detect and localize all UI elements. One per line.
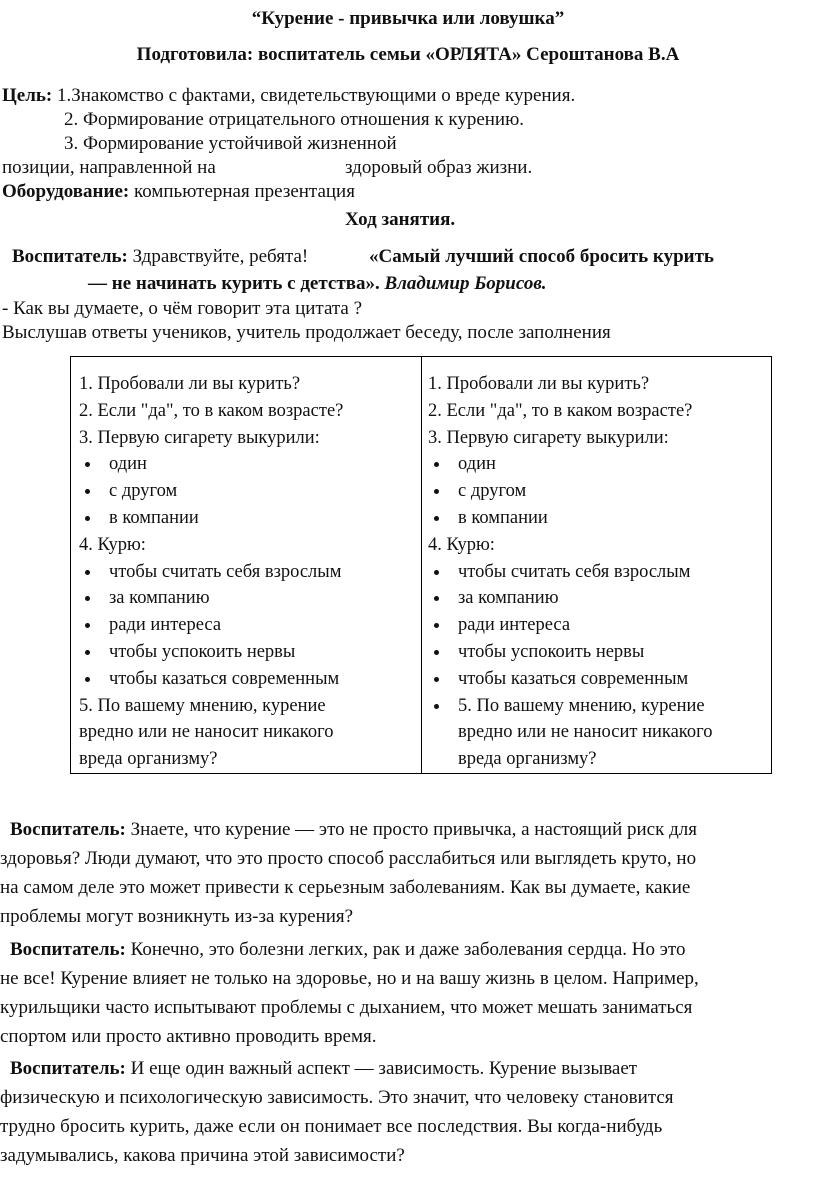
transition-line: Выслушав ответы учеников, учитель продолжает беседу, после заполнения bbox=[2, 322, 611, 343]
dialogue-line: физическую и психологическую зависимость. Это значит, что человеку становится bbox=[0, 1087, 674, 1108]
question-5-line-2: вредно или не наносит никакого bbox=[458, 722, 713, 743]
goal-label: Цель: bbox=[2, 85, 53, 106]
dialogue-line: Конечно, это болезни легких, рак и даже заболевания сердца. Но это bbox=[125, 939, 686, 960]
question-2: 2. Если "да", то в каком возрасте? bbox=[428, 400, 693, 421]
dialogue-paragraph-3 bbox=[0, 1054, 812, 1170]
document-title: “Курение - привычка или ловушка” bbox=[251, 8, 565, 29]
dialogue-line: трудно бросить курить, даже если он понимает все последствия. Вы когда-нибудь bbox=[0, 1116, 663, 1137]
intro-speaker: Воспитатель: bbox=[12, 246, 128, 267]
intro-line-1 bbox=[12, 245, 308, 269]
author-line: Подготовила: воспитатель семьи «ОРЛЯТА» Сероштанова В.А bbox=[136, 44, 680, 65]
lesson-heading: Ход занятия. bbox=[345, 209, 456, 230]
survey-column-left bbox=[71, 357, 421, 773]
dialogue-line: спортом или просто активно проводить время. bbox=[0, 1026, 377, 1047]
question-4: 4. Курю: bbox=[79, 534, 146, 555]
question-5-line-2: вредно или не наносит никакого bbox=[79, 722, 334, 743]
quote-part-1: «Самый лучший способ бросить курить bbox=[369, 246, 714, 267]
option-in-company: в компании bbox=[428, 505, 771, 532]
goal-item-3-cont-a: позиции, направленной на bbox=[2, 157, 216, 178]
goal-line-1 bbox=[2, 84, 575, 108]
option-with-friend: с другом bbox=[428, 478, 771, 505]
option-for-company: за компанию bbox=[79, 585, 421, 612]
option-feel-adult: чтобы считать себя взрослым bbox=[79, 559, 421, 586]
option-interest: ради интереса bbox=[428, 612, 771, 639]
dialogue-line: проблемы могут возникнуть из-за курения? bbox=[0, 906, 354, 927]
dialogue-line: не все! Курение влияет не только на здоровье, но и на вашу жизнь в целом. Например, bbox=[0, 968, 699, 989]
goal-item-3-cont-b: здоровый образ жизни. bbox=[345, 157, 533, 178]
goal-item-2: 2. Формирование отрицательного отношения к курению. bbox=[64, 109, 525, 130]
option-calm-nerves: чтобы успокоить нервы bbox=[79, 639, 421, 666]
dialogue-speaker: Воспитатель: bbox=[10, 1058, 126, 1079]
dialogue-paragraph-1 bbox=[0, 815, 812, 931]
dialogue-paragraph-2 bbox=[0, 935, 812, 1051]
question-5-line-3: вреда организму? bbox=[79, 749, 218, 770]
question-5-line-1: 5. По вашему мнению, курение bbox=[428, 693, 771, 720]
dialogue-speaker: Воспитатель: bbox=[10, 939, 126, 960]
quote-author: Владимир Борисов. bbox=[384, 273, 547, 294]
quote-part-2: — не начинать курить с детства». bbox=[88, 273, 380, 294]
option-alone: один bbox=[428, 451, 771, 478]
option-look-modern: чтобы казаться современным bbox=[428, 666, 771, 693]
equipment-value: компьютерная презентация bbox=[129, 181, 355, 202]
option-feel-adult: чтобы считать себя взрослым bbox=[428, 559, 771, 586]
question-5-line-3: вреда организму? bbox=[458, 749, 597, 770]
dialogue-line: Знаете, что курение — это не просто привычка, а настоящий риск для bbox=[125, 819, 697, 840]
equipment-label: Оборудование: bbox=[2, 181, 130, 202]
quote-line-2 bbox=[88, 272, 547, 296]
option-for-company: за компанию bbox=[428, 585, 771, 612]
goal-item-1: 1.Знакомство с фактами, свидетельствующими о вреде курения. bbox=[52, 85, 576, 106]
question-line: - Как вы думаете, о чём говорит эта цитата ? bbox=[2, 298, 363, 319]
goal-item-3: 3. Формирование устойчивой жизненной bbox=[64, 133, 397, 154]
dialogue-line: И еще один важный аспект — зависимость. Курение вызывает bbox=[125, 1058, 638, 1079]
option-with-friend: с другом bbox=[79, 478, 421, 505]
question-1: 1. Пробовали ли вы курить? bbox=[79, 374, 301, 394]
dialogue-line: на самом деле это может привести к серьезным заболеваниям. Как вы думаете, какие bbox=[0, 877, 691, 898]
option-interest: ради интереса bbox=[79, 612, 421, 639]
option-calm-nerves: чтобы успокоить нервы bbox=[428, 639, 771, 666]
dialogue-speaker: Воспитатель: bbox=[10, 819, 126, 840]
question-4: 4. Курю: bbox=[428, 534, 495, 555]
option-look-modern: чтобы казаться современным bbox=[79, 666, 421, 693]
option-in-company: в компании bbox=[79, 505, 421, 532]
dialogue-line: курильщики часто испытывают проблемы с дыханием, что может мешать заниматься bbox=[0, 997, 693, 1018]
option-alone: один bbox=[79, 451, 421, 478]
survey-table bbox=[70, 356, 772, 774]
survey-column-right bbox=[421, 357, 771, 773]
question-1: 1. Пробовали ли вы курить? bbox=[428, 374, 650, 394]
dialogue-line: задумывались, какова причина этой зависимости? bbox=[0, 1145, 405, 1166]
question-3: 3. Первую сигарету выкурили: bbox=[79, 427, 320, 448]
intro-greeting: Здравствуйте, ребята! bbox=[127, 246, 309, 267]
question-3: 3. Первую сигарету выкурили: bbox=[428, 427, 669, 448]
question-5-line-1: 5. По вашему мнению, курение bbox=[79, 695, 326, 716]
dialogue-line: здоровья? Люди думают, что это просто способ расслабиться или выглядеть круто, но bbox=[0, 848, 697, 869]
equipment-line bbox=[2, 180, 355, 204]
question-2: 2. Если "да", то в каком возрасте? bbox=[79, 400, 344, 421]
